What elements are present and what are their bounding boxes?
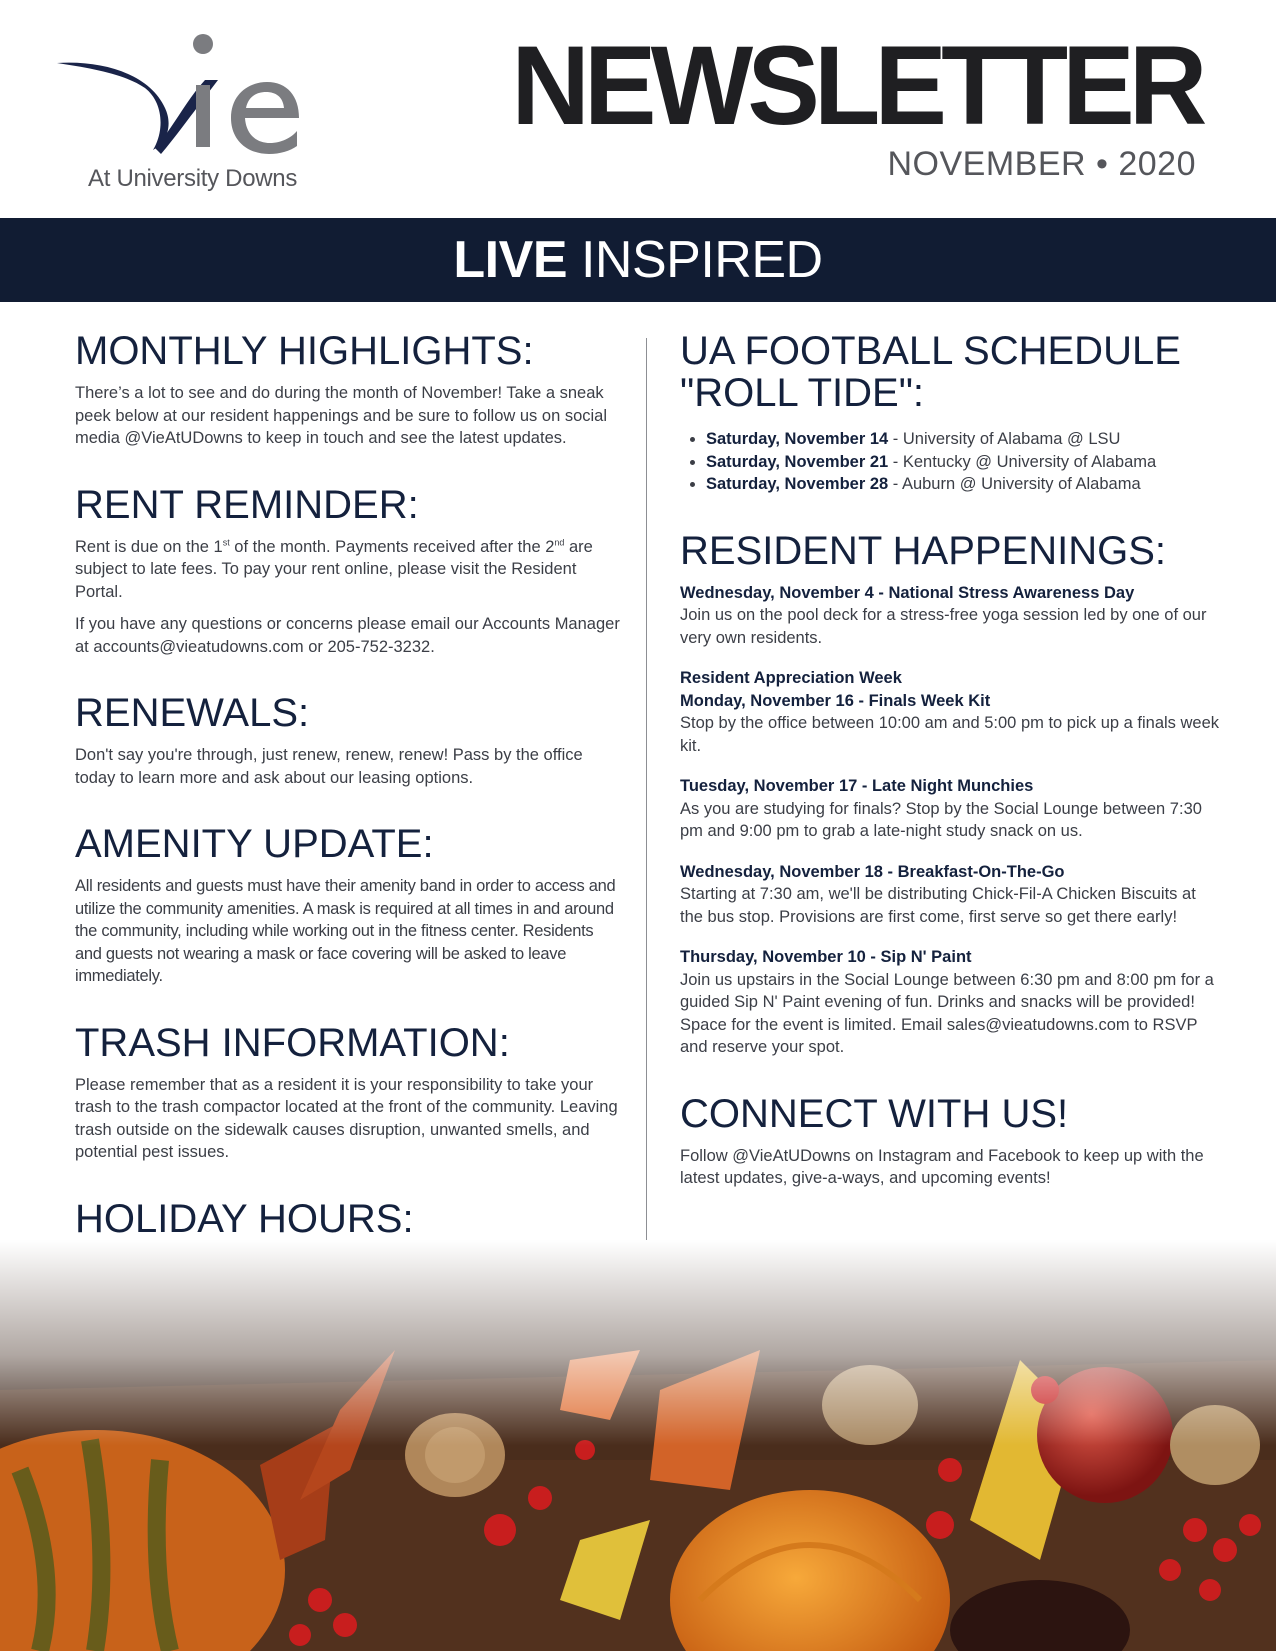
- banner-bold: LIVE: [453, 231, 567, 289]
- section-rent-reminder: [75, 484, 620, 659]
- text-run: are subject to late fees. To pay your rent online, please visit the Resident Portal.: [75, 537, 593, 601]
- event-body: Join us on the pool deck for a stress-free yoga session led by one of our very own residents.: [680, 606, 1207, 647]
- event-title: Tuesday, November 17 - Late Night Munchies: [680, 777, 1034, 795]
- event-title: Thursday, November 10 - Sip N' Paint: [680, 948, 972, 966]
- header: [0, 0, 1276, 218]
- section-football-schedule: [680, 330, 1220, 496]
- section-body: All residents and guests must have their amenity band in order to access and utilize the community amenities. A mask is required at all times in and around the community, including while working out in the fitness center. Residents and guests not wearing a mask or face covering will be asked to leave immediately.: [75, 877, 616, 985]
- section-title: TRASH INFORMATION:: [75, 1020, 510, 1065]
- event-title: Monday, November 16 - Finals Week Kit: [680, 691, 991, 710]
- column-divider: [646, 338, 647, 1358]
- right-column: [680, 330, 1220, 1224]
- event-series-title: Resident Appreciation Week: [680, 669, 902, 687]
- game-list: [680, 428, 1220, 496]
- left-column: [75, 330, 620, 1351]
- event-title: Wednesday, November 18 - Breakfast-On-The-Go: [680, 862, 1065, 881]
- section-title: RENT REMINDER:: [75, 482, 419, 527]
- section-title: CONNECT WITH US!: [680, 1091, 1069, 1136]
- newsletter-date: NOVEMBER • 2020: [887, 145, 1196, 183]
- section-title: RESIDENT HAPPENINGS:: [680, 528, 1167, 573]
- newsletter-title: NEWSLETTER: [511, 23, 1202, 148]
- autumn-harvest-photo: [0, 1240, 1276, 1651]
- event-item: [680, 861, 1220, 929]
- section-monthly-highlights: [75, 330, 620, 450]
- event-item: [680, 582, 1220, 650]
- section-title: HOLIDAY HOURS:: [75, 1196, 414, 1241]
- section-resident-happenings: [680, 530, 1220, 1059]
- event-body: Starting at 7:30 am, we'll be distributing Chick-Fil-A Chicken Biscuits at the bus stop. Provisions are first come, first serve so get there early!: [680, 885, 1196, 926]
- event-body: Stop by the office between 10:00 am and 5:00 pm to pick up a finals week kit.: [680, 714, 1220, 755]
- game-date: Saturday, November 14: [706, 430, 889, 448]
- event-item: [680, 946, 1220, 1059]
- event-body: As you are studying for finals? Stop by the Social Lounge between 7:30 pm and 9:00 pm to grab a late-night study snack on us.: [680, 799, 1202, 840]
- live-inspired-banner: [0, 218, 1276, 302]
- game-item: [706, 473, 1220, 496]
- section-body: If you have any questions or concerns please email our Accounts Manager at accounts@vieatudowns.com or 205-752-3232.: [75, 615, 620, 656]
- autumn-harvest-icon: [0, 1240, 1276, 1651]
- section-renewals: [75, 692, 620, 789]
- section-body: There’s a lot to see and do during the month of November! Take a sneak peek below at our resident happenings and be sure to follow us on social media @VieAtUDowns to keep in touch and see the latest updates.: [75, 384, 608, 447]
- game-item: [706, 451, 1220, 474]
- game-date: Saturday, November 28: [706, 475, 889, 493]
- section-body: Don't say you're through, just renew, renew, renew! Pass by the office today to learn more and ask about our leasing options.: [75, 746, 583, 787]
- superscript: nd: [554, 537, 565, 547]
- event-title: Wednesday, November 4 - National Stress Awareness Day: [680, 583, 1135, 602]
- section-body: Please remember that as a resident it is your responsibility to take your trash to the trash compactor located at the front of the community. Leaving trash outside on the sidewalk causes disruption, unwanted smells, and potential pest issues.: [75, 1075, 618, 1161]
- game-date: Saturday, November 21: [706, 452, 889, 471]
- section-trash-information: [75, 1022, 620, 1164]
- section-body: [75, 536, 620, 604]
- text-run: of the month. Payments received after the 2: [229, 537, 555, 556]
- game-item: [706, 428, 1220, 451]
- logo-subtitle: At University Downs: [88, 165, 298, 192]
- banner-light: INSPIRED: [567, 231, 823, 289]
- superscript: st: [222, 537, 230, 547]
- section-body: Follow @VieAtUDowns on Instagram and Facebook to keep up with the latest updates, give-a-ways, and upcoming events!: [680, 1146, 1204, 1187]
- event-item: [680, 667, 1220, 757]
- section-amenity-update: [75, 823, 620, 988]
- section-connect: [680, 1093, 1220, 1190]
- game-match: - Kentucky @ University of Alabama: [888, 452, 1157, 471]
- text-run: Rent is due on the 1: [75, 537, 223, 556]
- game-match: - Auburn @ University of Alabama: [888, 475, 1141, 493]
- section-title: UA FOOTBALL SCHEDULE "ROLL TIDE":: [680, 329, 1181, 415]
- event-body: Join us upstairs in the Social Lounge between 6:30 pm and 8:00 pm for a guided Sip N' Paint evening of fun. Drinks and snacks will be provided! Space for the event is limited. Email sales@vieatudowns.com to RSVP and reserve your spot.: [680, 970, 1214, 1056]
- section-title: MONTHLY HIGHLIGHTS:: [75, 329, 534, 373]
- section-title: RENEWALS:: [75, 691, 310, 735]
- game-match: - University of Alabama @ LSU: [888, 430, 1121, 448]
- section-title: AMENITY UPDATE:: [75, 822, 434, 866]
- event-item: [680, 775, 1220, 843]
